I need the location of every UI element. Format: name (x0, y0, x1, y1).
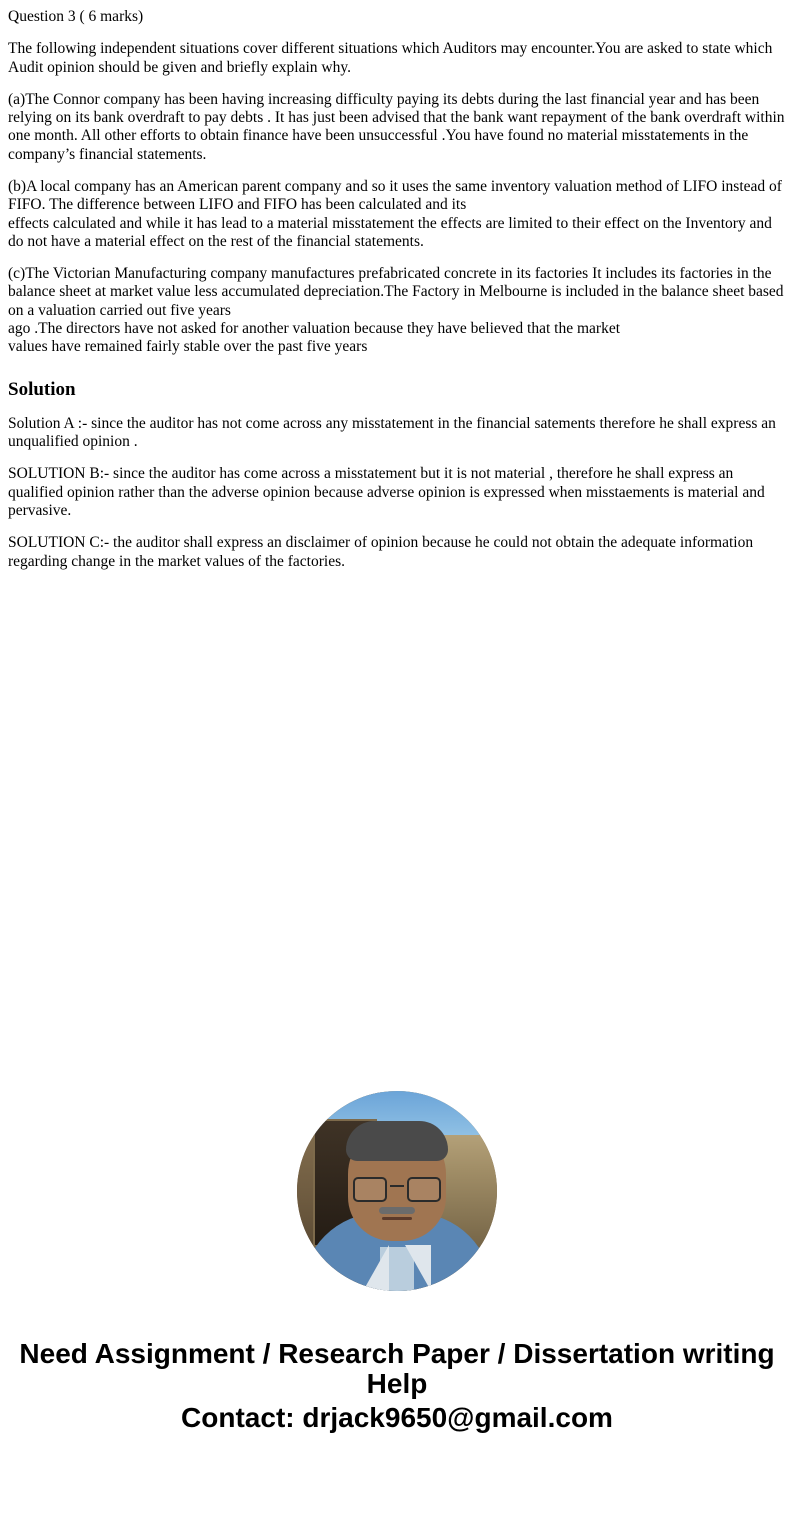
question-part-b-line1: (b)A local company has an American parent company and so it uses the same inventory valuation method of LIFO instead of FIFO. The difference between LIFO and FIFO has been calculated and its (8, 177, 782, 214)
question-part-a: (a)The Connor company has been having increasing difficulty paying its debts during the last financial year and has been relying on its bank overdraft to pay debts . It has just been advised that the bank want repayment of the bank overdraft within one month. All other efforts to obtain finance have been unsuccessful .You have found no material misstatements in the company’s financial statements. (8, 90, 785, 163)
question-part-c-line1: (c)The Victorian Manufacturing company manufactures prefabricated concrete in its factories It includes its factories in the balance sheet at market value less accumulated depreciation.The Factory in Melbourne is included in the balance sheet based on a valuation carried out five years (8, 265, 784, 319)
promo-line-2: Contact: drjack9650@gmail.com (181, 1402, 613, 1434)
promo-banner (8, 1339, 786, 1454)
solution-c: SOLUTION C:- the auditor shall express an disclaimer of opinion because he could not obtain the adequate information regarding change in the market values of the factories. (8, 534, 754, 570)
avatar-glasses-bridge (390, 1185, 404, 1187)
avatar-mouth (382, 1217, 412, 1220)
question-part-c-line2: ago .The directors have not asked for another valuation because they have believed that the market (8, 319, 621, 337)
solution-heading: Solution (8, 378, 76, 400)
avatar (297, 1091, 497, 1291)
avatar-mustache (379, 1207, 415, 1214)
avatar-glasses-right (407, 1177, 441, 1202)
avatar-container (8, 1091, 786, 1291)
avatar-glasses-left (353, 1177, 387, 1202)
question-part-c-line3: values have remained fairly stable over the past five years (8, 338, 368, 356)
avatar-hair (346, 1121, 448, 1161)
question-part-b-line2: effects calculated and while it has lead to a material misstatement the effects are limited to their effect on the Inventory and do not have a material effect on the rest of the financial statements. (8, 214, 772, 250)
solution-a: Solution A :- since the auditor has not come across any misstatement in the financial satements therefore he shall express an unqualified opinion . (8, 414, 776, 451)
solution-b: SOLUTION B:- since the auditor has come across a misstatement but it is not material , therefore he shall express an qualified opinion rather than the adverse opinion because adverse opinion is expressed when misstaements is material and pervasive. (8, 465, 765, 520)
question-intro: The following independent situations cover different situations which Auditors may encounter.You are asked to state which Audit opinion should be given and briefly explain why. (8, 40, 773, 76)
question-heading: Question 3 ( 6 marks) (8, 8, 144, 25)
avatar-collar-left (363, 1245, 389, 1291)
avatar-collar-right (405, 1245, 431, 1291)
promo-line-1: Need Assignment / Research Paper / Dissertation writing Help (19, 1337, 775, 1400)
